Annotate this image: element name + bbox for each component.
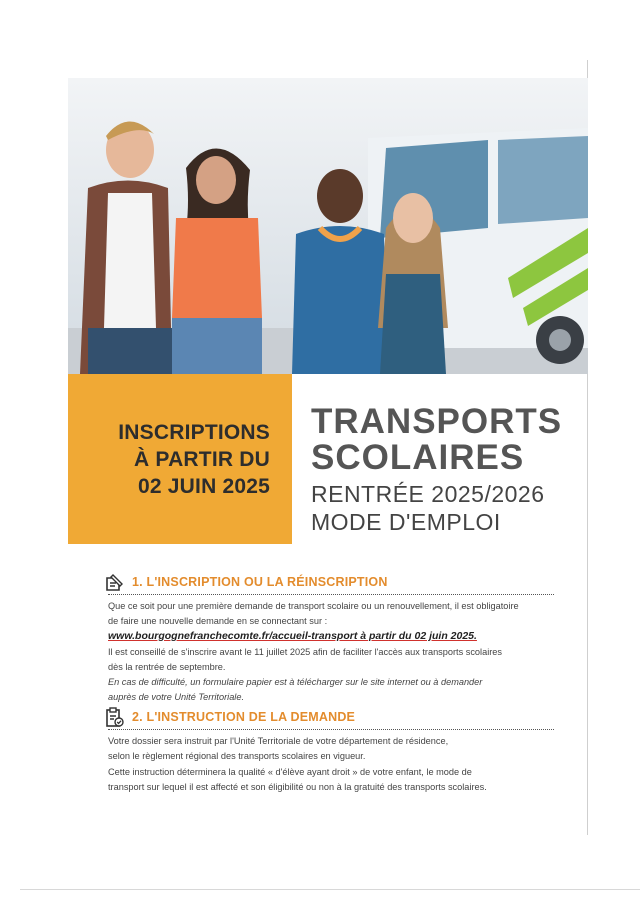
section-inscription xyxy=(108,572,554,706)
registration-link[interactable]: www.bourgognefranchecomte.fr/accueil-transport à partir du 02 juin 2025. xyxy=(108,630,477,642)
registration-date-box xyxy=(68,374,292,544)
paragraph-line: de faire une nouvelle demande en se connectant sur : xyxy=(108,616,328,626)
students-photo xyxy=(68,78,588,374)
section-title: 2. L'INSTRUCTION DE LA DEMANDE xyxy=(132,710,356,724)
subtitle-line: MODE D'EMPLOI xyxy=(311,509,501,535)
subtitle-line: RENTRÉE 2025/2026 xyxy=(311,481,545,507)
divider xyxy=(108,729,554,730)
title-line: TRANSPORTS xyxy=(311,402,563,441)
clipboard-check-icon xyxy=(104,707,124,727)
paragraph-line: dès la rentrée de septembre. xyxy=(108,662,226,672)
paragraph-line: auprès de votre Unité Territoriale. xyxy=(108,692,245,702)
paragraph-line: transport sur lequel il est affecté et son éligibilité ou non à la gratuité des transports scolaires. xyxy=(108,782,487,792)
document-pen-icon xyxy=(104,572,124,592)
paragraph-line: Il est conseillé de s'inscrire avant le 11 juillet 2025 afin de faciliter l'accès aux transports scolaires xyxy=(108,647,502,657)
registration-line: À PARTIR DU xyxy=(134,447,270,471)
paragraph-line: Que ce soit pour une première demande de transport scolaire ou un renouvellement, il est obligatoire xyxy=(108,601,519,611)
title-line: SCOLAIRES xyxy=(311,438,525,477)
registration-line: INSCRIPTIONS xyxy=(118,420,270,444)
paragraph-line: Cette instruction déterminera la qualité « d'élève ayant droit » de votre enfant, le mode de xyxy=(108,767,472,777)
paragraph-line: selon le règlement régional des transports scolaires en vigueur. xyxy=(108,751,366,761)
paragraph-line: En cas de difficulté, un formulaire papier est à télécharger sur le site internet ou à demander xyxy=(108,677,483,687)
page-edge xyxy=(20,889,640,890)
registration-line: 02 JUIN 2025 xyxy=(138,474,270,498)
paragraph-line: Votre dossier sera instruit par l'Unité Territoriale de votre département de résidence, xyxy=(108,736,449,746)
document-title xyxy=(311,404,581,536)
section-instruction xyxy=(108,707,554,796)
section-title: 1. L'INSCRIPTION OU LA RÉINSCRIPTION xyxy=(132,575,388,589)
divider xyxy=(108,594,554,595)
